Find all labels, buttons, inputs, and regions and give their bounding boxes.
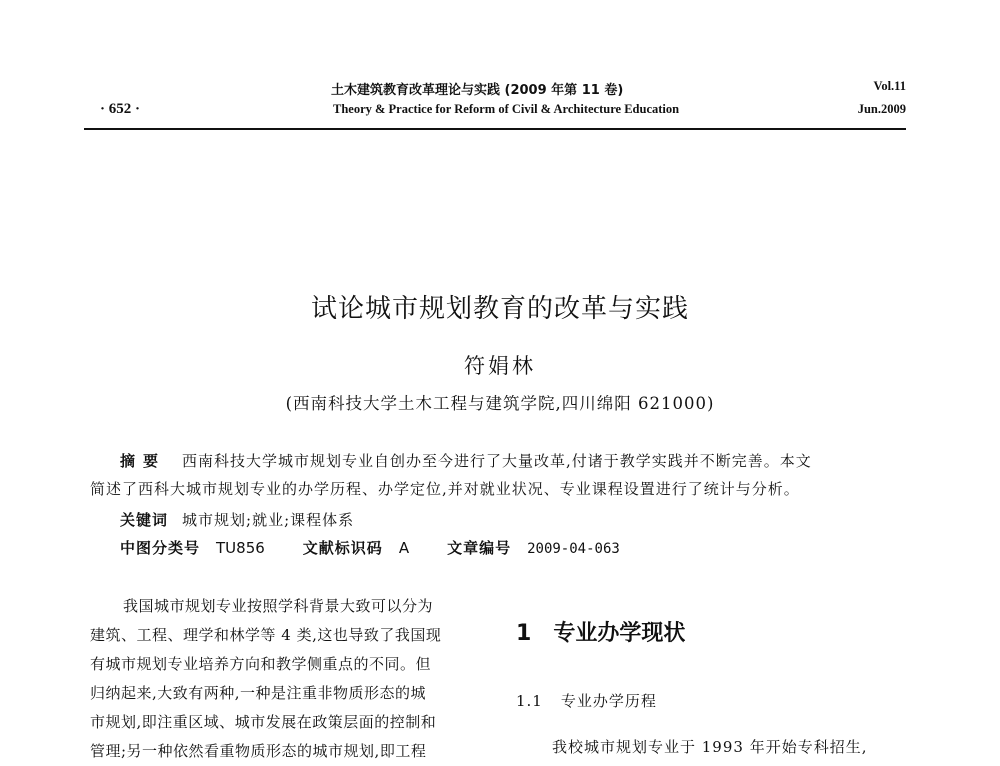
journal-title-cn: 土木建筑教育改革理论与实践 (2009 年第 11 卷) (331, 83, 624, 98)
doc-code-label: 文献标识码 (302, 539, 383, 557)
body-left-column (90, 592, 490, 766)
header-rule (84, 128, 906, 130)
keywords (120, 509, 354, 530)
body-line: 归纳起来,大致有两种,一种是注重非物质形态的城 (90, 684, 427, 702)
author-name: 符娟林 (464, 354, 536, 378)
clc-value: TU856 (216, 539, 265, 557)
journal-title-en: Theory & Practice for Reform of Civil & Architecture Education (333, 102, 680, 116)
abstract-text-1: 西南科技大学城市规划专业自创办至今进行了大量改革,付诸于教学实践并不断完善。本文 (182, 452, 812, 470)
body-line: 建筑、工程、理学和林学等 4 类,这也导致了我国现 (90, 626, 442, 644)
section-1-title: 专业办学现状 (553, 621, 686, 646)
doc-code-value: A (398, 539, 410, 557)
abstract-line (90, 447, 916, 475)
abstract (90, 447, 916, 503)
section-1-1-title: 专业办学历程 (560, 692, 657, 710)
keywords-label: 关键词 (120, 511, 169, 529)
clc-label: 中图分类号 (120, 539, 201, 557)
article-no-value: 2009-04-063 (527, 541, 620, 557)
issue-date: Jun.2009 (857, 102, 906, 116)
author-affiliation: (西南科技大学土木工程与建筑学院,四川绵阳 621000) (285, 394, 715, 413)
abstract-label: 摘要 (120, 452, 167, 470)
classification-row (120, 537, 658, 558)
body-line: 有城市规划专业培养方向和教学侧重点的不同。但 (90, 655, 432, 673)
body-right-paragraph: 我校城市规划专业于 1993 年开始专科招生, (552, 738, 868, 756)
body-line: 市规划,即注重区域、城市发展在政策层面的控制和 (90, 713, 437, 731)
section-1-1-number: 1.1 (516, 692, 543, 710)
section-1-heading (516, 616, 685, 647)
body-line: 管理;另一种依然看重物质形态的城市规划,即工程 (90, 742, 427, 760)
volume-label: Vol.11 (873, 79, 906, 93)
section-1-1-heading (516, 690, 657, 711)
body-line: 我国城市规划专业按照学科背景大致可以分为 (123, 597, 434, 615)
page-number: · 652 · (100, 101, 141, 117)
section-1-number: 1 (516, 621, 532, 646)
article-title: 试论城市规划教育的改革与实践 (310, 294, 689, 324)
abstract-text-2: 简述了西科大城市规划专业的办学历程、办学定位,并对就业状况、专业课程设置进行了统计与分析。 (90, 480, 800, 498)
article-no-label: 文章编号 (447, 539, 512, 557)
keywords-value: 城市规划;就业;课程体系 (182, 511, 355, 529)
